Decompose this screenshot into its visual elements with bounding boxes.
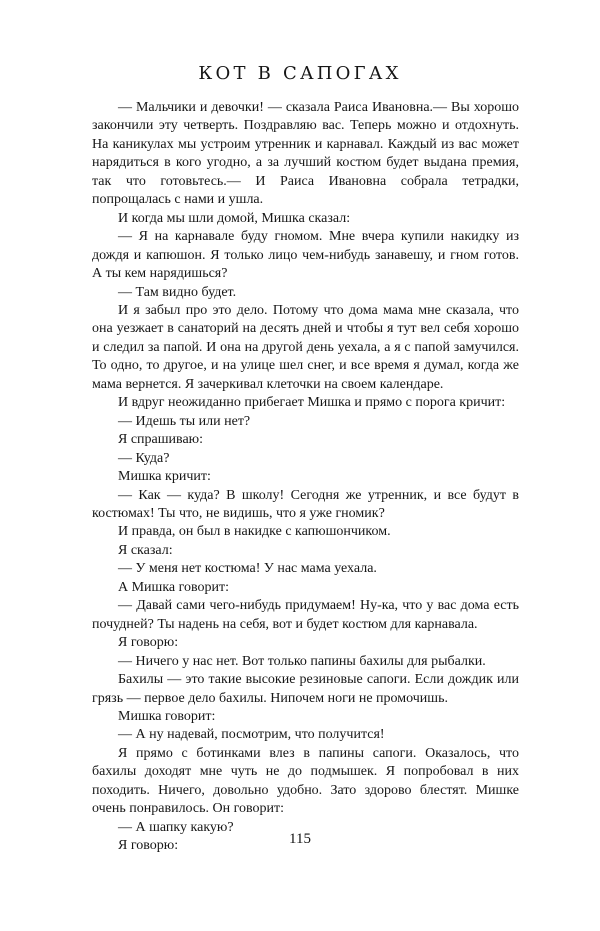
page-number: 115 — [289, 831, 311, 847]
paragraph-15: А Мишка говорит: — [118, 579, 230, 595]
paragraph-16: — Давай сами чего-нибудь придумаем! Ну-ка, что у вас дома есть почудней? Ты надень на себя, вот и будет костюм для карнавала. — [92, 598, 519, 632]
paragraph-14: — У меня нет костюма! У нас мама уехала. — [118, 561, 377, 577]
paragraph-22: Я прямо с ботинками влез в папины сапоги. Оказалось, что бахилы доходят мне чуть не до подмышек. Я попробовал в них походить. Ничего, довольно удобно. Зато здорово блестят. Мишке очень понравилось. Он говорит: — [92, 745, 519, 817]
paragraph-24: Я говорю: — [118, 838, 179, 854]
paragraph-6: И вдруг неожиданно прибегает Мишка и прямо с порога кричит: — [118, 395, 506, 411]
paragraph-5: И я забыл про это дело. Потому что дома мама мне сказала, что она уезжает в санаторий на десять дней и чтобы я тут вел себя хорошо и следил за папой. И она на другой день уехала, а я с папой замучился. То одно, то другое, и на улице шел снег, и все время я думал, когда же мама вернется. Я зачеркивал клеточки на своем календаре. — [92, 302, 519, 392]
paragraph-7: — Идешь ты или нет? — [118, 413, 251, 429]
paragraph-11: — Как — куда? В школу! Сегодня же утренник, и все будут в костюмах! Ты что, не видишь, что я уже гномик? — [92, 487, 519, 521]
paragraph-3: — Я на карнавале буду гномом. Мне вчера купили накидку из дождя и капюшон. Я только лицо чем-нибудь занавешу, и гном готов. А ты кем нарядишься? — [92, 229, 519, 282]
paragraph-1: — Мальчики и девочки! — сказала Раиса Ивановна.— Вы хорошо закончили эту четверть. Поздравляю вас. Теперь можно и отдохнуть. На каникулах мы устроим утренник и карнавал. Каждый из вас может нарядиться в кого угодно, а за лучший костюм будет выдана премия, так что готовьтесь.— И Раиса Ивановна собрала тетрадки, попрощалась с нами и ушла. — [92, 100, 519, 208]
paragraph-10: Мишка кричит: — [118, 469, 211, 485]
chapter-title: КОТ В САПОГАХ — [198, 63, 402, 84]
paragraph-21: — А ну надевай, посмотрим, что получится! — [118, 727, 385, 743]
paragraph-12: И правда, он был в накидке с капюшончиком. — [118, 524, 391, 540]
paragraph-9: — Куда? — [118, 450, 170, 466]
paragraph-17: Я говорю: — [118, 635, 179, 651]
paragraph-20: Мишка говорит: — [118, 708, 216, 724]
paragraph-18: — Ничего у нас нет. Вот только папины бахилы для рыбалки. — [118, 653, 486, 669]
paragraph-19: Бахилы — это такие высокие резиновые сапоги. Если дождик или грязь — первое дело бахилы. Нипочем ноги не промочишь. — [92, 672, 519, 706]
story-text — [92, 99, 519, 856]
paragraph-8: Я спрашиваю: — [118, 432, 204, 448]
paragraph-23: — А шапку какую? — [118, 819, 234, 835]
paragraph-13: Я сказал: — [118, 542, 173, 558]
paragraph-4: — Там видно будет. — [118, 284, 237, 300]
paragraph-2: И когда мы шли домой, Мишка сказал: — [118, 210, 351, 226]
